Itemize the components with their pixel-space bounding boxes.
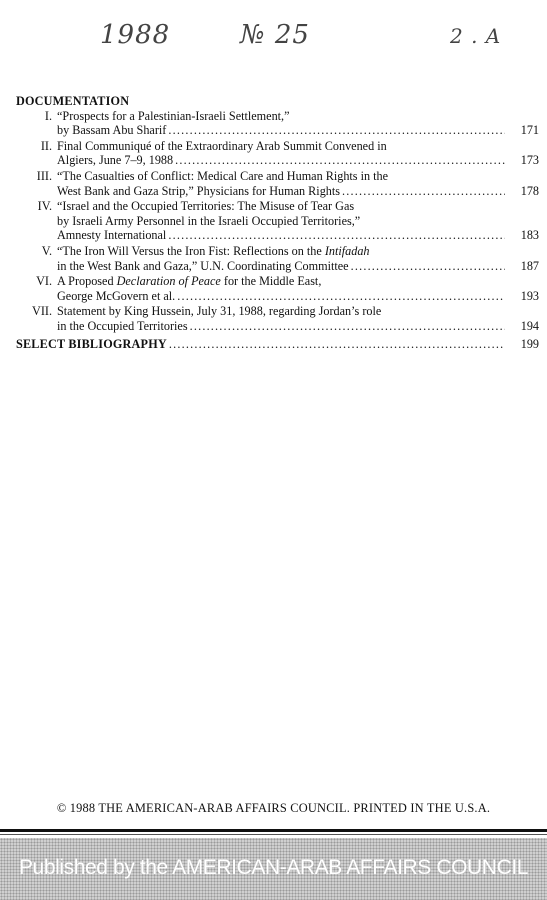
entry-title-last-line: Amnesty International — [57, 228, 167, 243]
entry-number: VII. — [32, 304, 52, 319]
footer-rule-thin — [0, 834, 547, 835]
entry-title-italic: Intifadah — [324, 243, 370, 258]
entry-title-text: A Proposed — [57, 274, 117, 289]
page-number: 178 — [520, 183, 539, 198]
entry-title-last-line: West Bank and Gaza Strip,” Physicians for Human Rights — [57, 183, 341, 198]
publisher-banner-text: Published by the AMERICAN-ARAB AFFAIRS COUNCIL — [18, 856, 529, 879]
page-number: 194 — [520, 318, 539, 333]
handwritten-year: 1988 — [100, 20, 171, 50]
dot-leader — [168, 123, 505, 138]
toc-entry-3 — [16, 169, 539, 198]
entry-title-line — [57, 274, 539, 289]
entry-title-line: “Israel and the Occupied Territories: The Misuse of Tear Gas — [57, 199, 355, 214]
entry-title-line: Final Communiqué of the Extraordinary Arab Summit Convened in — [57, 138, 387, 153]
entry-title-line: “The Casualties of Conflict: Medical Care and Human Rights in the — [57, 168, 389, 183]
entry-title-line: “Prospects for a Palestinian-Israeli Settlement,” — [57, 108, 290, 123]
entry-number: V. — [41, 243, 52, 258]
entry-title-text: for the Middle East, — [220, 274, 322, 289]
page-number: 171 — [520, 123, 539, 138]
toc-entry-1 — [16, 109, 539, 138]
entry-number: VI. — [36, 274, 52, 289]
entry-title-line: Statement by King Hussein, July 31, 1988, regarding Jordan’s role — [57, 304, 382, 319]
copyright-notice: © 1988 THE AMERICAN-ARAB AFFAIRS COUNCIL. PRINTED IN THE U.S.A. — [56, 801, 491, 815]
section-heading-bibliography: SELECT BIBLIOGRAPHY — [16, 336, 167, 351]
toc-entry-bibliography — [16, 337, 539, 352]
entry-title-last-line: by Bassam Abu Sharif — [57, 123, 167, 138]
entry-title-last-line: George McGovern et al. — [57, 288, 176, 303]
page-number: 173 — [520, 153, 539, 168]
page-number: 193 — [520, 288, 539, 303]
entry-title-last-line: in the West Bank and Gaza,” U.N. Coordinating Committee — [57, 258, 349, 273]
entry-number: III. — [36, 168, 52, 183]
dot-leader — [175, 153, 505, 168]
toc-entry-7 — [16, 304, 539, 333]
entry-number: IV. — [37, 199, 52, 214]
page-number: 199 — [520, 336, 539, 351]
toc-entry-2 — [16, 139, 539, 168]
publisher-banner — [0, 838, 547, 900]
entry-number: I. — [44, 108, 52, 123]
entry-number: II. — [40, 138, 52, 153]
page-number: 183 — [520, 228, 539, 243]
entry-title-line: by Israeli Army Personnel in the Israeli Occupied Territories,” — [57, 213, 361, 228]
table-of-contents — [16, 94, 539, 351]
entry-title-italic: Declaration of Peace — [116, 274, 221, 289]
handwritten-issue-number: № 25 — [240, 20, 310, 50]
entry-title-text: “The Iron Will Versus the Iron Fist: Reflections on the — [57, 243, 325, 258]
section-heading-documentation: DOCUMENTATION — [16, 94, 130, 108]
footer-rule-thick — [0, 829, 547, 832]
dot-leader — [342, 184, 505, 199]
toc-entry-6 — [16, 274, 539, 303]
entry-title-last-line: in the Occupied Territories — [57, 318, 188, 333]
toc-entry-5 — [16, 244, 539, 273]
dot-leader — [351, 259, 505, 274]
dot-leader — [168, 228, 505, 243]
toc-entry-4 — [16, 199, 539, 243]
entry-title-line — [57, 244, 539, 259]
entry-title-last-line: Algiers, June 7–9, 1988 — [57, 153, 174, 168]
dot-leader — [177, 289, 505, 304]
dot-leader — [190, 319, 505, 334]
page-number: 187 — [520, 258, 539, 273]
handwritten-code: 2 . A — [450, 24, 502, 48]
dot-leader — [169, 337, 505, 352]
